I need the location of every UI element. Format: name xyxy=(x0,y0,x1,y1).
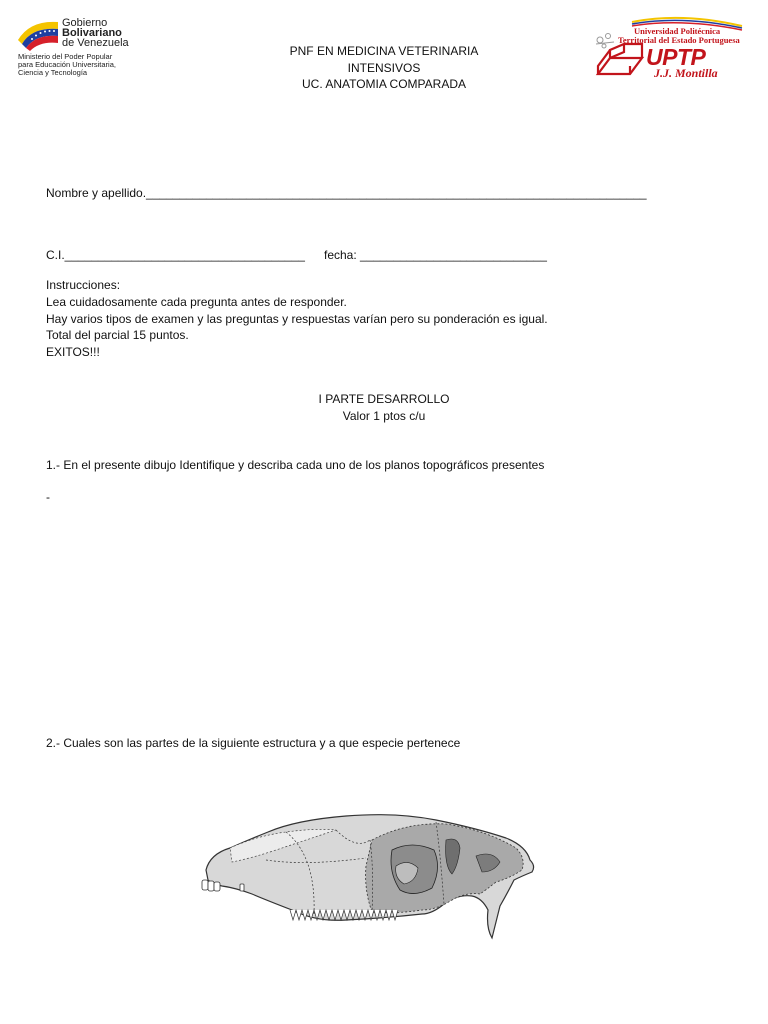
name-field-line[interactable]: Nombre y apellido.___________________________________________________________________________ xyxy=(46,186,647,200)
instruction-item: EXITOS!!! xyxy=(46,345,100,360)
gov-ministry-line2: para Educación Universitaria, xyxy=(18,60,116,69)
gov-logo-line3: de Venezuela xyxy=(62,37,129,49)
instructions-block xyxy=(46,277,548,361)
course-title: UC. ANATOMIA COMPARADA xyxy=(301,77,467,91)
gov-logo-line2: Bolivariano xyxy=(62,27,122,39)
instruction-item: Total del parcial 15 puntos. xyxy=(46,328,189,343)
program-mode: INTENSIVOS xyxy=(347,60,421,75)
section-title: I PARTE DESARROLLO xyxy=(318,392,450,406)
question-2: 2.- Cuales son las partes de la siguiente estructura y a que especie pertenece xyxy=(46,736,461,750)
section-header xyxy=(234,391,534,425)
date-field-line[interactable]: fecha: ____________________________ xyxy=(324,248,547,262)
gov-ministry-line3: Ciencia y Tecnología xyxy=(18,68,88,77)
document-header xyxy=(234,43,534,93)
university-logo xyxy=(592,14,752,84)
uptp-jj-montilla: J.J. Montilla xyxy=(654,66,718,80)
uptp-name-line1: Universidad Politécnica xyxy=(634,26,721,36)
program-title: PNF EN MEDICINA VETERINARIA xyxy=(289,44,479,58)
uptp-acronym: UPTP xyxy=(646,44,706,70)
section-value: Valor 1 ptos c/u xyxy=(342,409,426,423)
question-1-answer[interactable]: - xyxy=(46,490,50,504)
instruction-item: Hay varios tipos de examen y las preguntas y respuestas varían pero su ponderación es igual. xyxy=(46,311,548,326)
venezuela-flag-icon xyxy=(16,18,60,52)
instructions-heading: Instrucciones: xyxy=(46,278,121,292)
skull-drawing xyxy=(196,810,542,942)
government-logo xyxy=(14,14,174,80)
uptp-name-line2: Territorial del Estado Portuguesa xyxy=(618,35,740,45)
ci-field-line[interactable]: C.I.____________________________________ xyxy=(46,248,305,262)
gov-logo-line1: Gobierno xyxy=(62,17,108,29)
question-1: 1.- En el presente dibujo Identifique y describa cada uno de los planos topográficos presentes xyxy=(46,458,545,472)
gov-ministry-line1: Ministerio del Poder Popular xyxy=(18,52,113,61)
instruction-item: Lea cuidadosamente cada pregunta antes de responder. xyxy=(46,294,347,309)
